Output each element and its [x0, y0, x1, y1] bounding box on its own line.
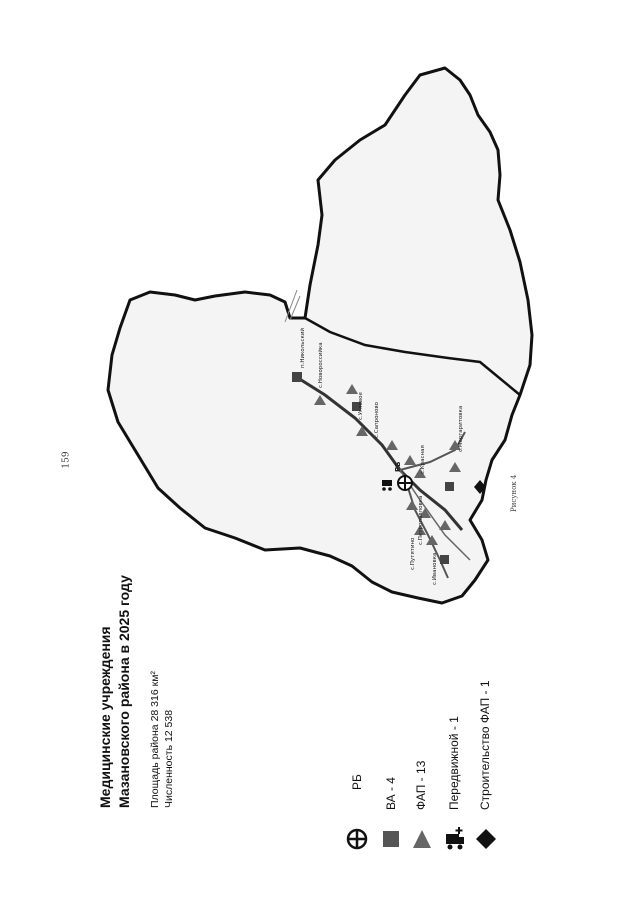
- rb-map-label: РБ: [394, 461, 402, 472]
- title-line-1: Медицинские учреждения: [97, 626, 113, 808]
- va-marker: [445, 482, 454, 491]
- district-boundary: [108, 68, 532, 603]
- page-number: 159: [61, 451, 72, 469]
- legend-label-va: ВА - 4: [384, 777, 398, 810]
- place-label: с.Красная: [420, 445, 426, 474]
- population-text: Численность 12 538: [163, 709, 175, 808]
- legend-label-mobile: Передвижной - 1: [447, 716, 461, 810]
- place-label: с.Сапроново: [374, 401, 380, 438]
- legend-label-construction: Строительство ФАП - 1: [478, 680, 492, 810]
- area-text: Площадь района 28 316 км²: [149, 671, 161, 808]
- place-label: п.Никольский: [300, 328, 306, 368]
- place-label: с.Петропавловка: [418, 495, 424, 545]
- place-label: с.Ивановка: [432, 552, 438, 585]
- figure-caption: Рисунок 4: [510, 474, 518, 512]
- mobile-unit-icon: [444, 826, 466, 850]
- va-square-icon: [381, 829, 401, 849]
- construction-diamond-icon: [475, 828, 497, 850]
- place-label: с.Новороссийка: [318, 342, 324, 388]
- va-marker: [292, 372, 302, 382]
- va-marker: [440, 555, 449, 564]
- place-label: с.Путятино: [410, 537, 416, 570]
- place-label: с.Маргаритовка: [458, 405, 464, 452]
- legend-label-fap: ФАП - 13: [414, 760, 428, 810]
- rb-marker: [398, 476, 412, 490]
- district-info: [148, 671, 176, 808]
- rb-cross-circle-icon: [346, 828, 368, 850]
- place-label: с.Угловое: [358, 392, 364, 420]
- fap-triangle-icon: [411, 828, 433, 850]
- map-title: [96, 575, 134, 808]
- title-line-2: Мазановского района в 2025 году: [116, 575, 132, 808]
- legend-label-rb: РБ: [350, 774, 364, 790]
